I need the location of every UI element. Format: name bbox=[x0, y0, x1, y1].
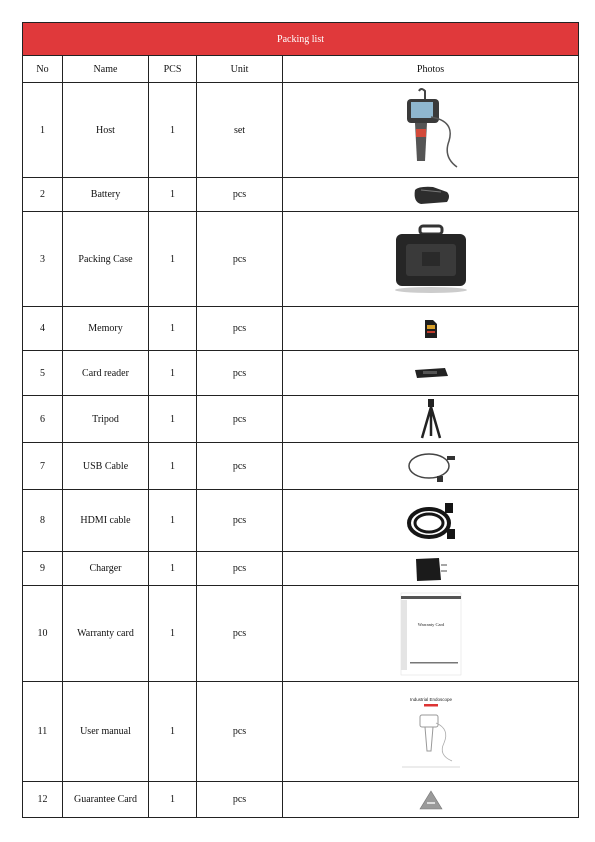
row-unit: pcs bbox=[197, 586, 283, 682]
row-unit: pcs bbox=[197, 490, 283, 552]
row-name: Tripod bbox=[63, 396, 149, 443]
row-unit: pcs bbox=[197, 396, 283, 443]
warranty-card-icon bbox=[400, 592, 462, 676]
row-no: 7 bbox=[23, 443, 63, 490]
table-row bbox=[23, 552, 579, 586]
row-pcs: 1 bbox=[149, 307, 197, 351]
battery-icon bbox=[411, 184, 451, 206]
table-row bbox=[23, 83, 579, 178]
row-pcs: 1 bbox=[149, 490, 197, 552]
row-name: HDMI cable bbox=[63, 490, 149, 552]
row-unit: pcs bbox=[197, 443, 283, 490]
row-photo bbox=[283, 307, 579, 351]
row-photo bbox=[283, 83, 579, 178]
row-unit: pcs bbox=[197, 178, 283, 212]
row-photo bbox=[283, 552, 579, 586]
header-name: Name bbox=[63, 56, 149, 83]
row-no: 9 bbox=[23, 552, 63, 586]
row-no: 12 bbox=[23, 782, 63, 818]
row-pcs: 1 bbox=[149, 782, 197, 818]
row-name: Guarantee Card bbox=[63, 782, 149, 818]
card-reader-icon bbox=[413, 366, 449, 380]
table-row bbox=[23, 212, 579, 307]
row-no: 5 bbox=[23, 351, 63, 396]
row-unit: pcs bbox=[197, 682, 283, 782]
row-photo bbox=[283, 212, 579, 307]
table-title: Packing list bbox=[23, 23, 579, 56]
row-name: Card reader bbox=[63, 351, 149, 396]
row-pcs: 1 bbox=[149, 682, 197, 782]
row-pcs: 1 bbox=[149, 351, 197, 396]
memory-card-icon bbox=[424, 319, 438, 339]
packing-list-table bbox=[22, 22, 579, 818]
table-row bbox=[23, 682, 579, 782]
row-name: USB Cable bbox=[63, 443, 149, 490]
row-photo bbox=[283, 490, 579, 552]
warranty-card-title: Warranty Card bbox=[417, 621, 444, 627]
header-photos: Photos bbox=[283, 56, 579, 83]
row-photo bbox=[283, 782, 579, 818]
row-no: 1 bbox=[23, 83, 63, 178]
row-no: 11 bbox=[23, 682, 63, 782]
row-no: 8 bbox=[23, 490, 63, 552]
row-photo bbox=[283, 351, 579, 396]
user-manual-title: Industrial Endoscope bbox=[409, 696, 452, 702]
table-row bbox=[23, 178, 579, 212]
table-row bbox=[23, 586, 579, 682]
endoscope-host-icon bbox=[401, 87, 461, 173]
row-no: 3 bbox=[23, 212, 63, 307]
row-pcs: 1 bbox=[149, 586, 197, 682]
row-name: Host bbox=[63, 83, 149, 178]
row-name: Warranty card bbox=[63, 586, 149, 682]
row-pcs: 1 bbox=[149, 83, 197, 178]
row-no: 10 bbox=[23, 586, 63, 682]
row-pcs: 1 bbox=[149, 212, 197, 307]
row-photo bbox=[283, 396, 579, 443]
row-unit: set bbox=[197, 83, 283, 178]
row-photo bbox=[283, 586, 579, 682]
row-unit: pcs bbox=[197, 782, 283, 818]
row-unit: pcs bbox=[197, 351, 283, 396]
hdmi-cable-icon bbox=[403, 499, 459, 543]
row-name: Packing Case bbox=[63, 212, 149, 307]
row-unit: pcs bbox=[197, 307, 283, 351]
tripod-icon bbox=[419, 398, 443, 440]
row-pcs: 1 bbox=[149, 178, 197, 212]
case-icon bbox=[392, 224, 470, 294]
row-name: Memory bbox=[63, 307, 149, 351]
charger-icon bbox=[413, 556, 449, 582]
row-pcs: 1 bbox=[149, 552, 197, 586]
table-row bbox=[23, 351, 579, 396]
row-unit: pcs bbox=[197, 552, 283, 586]
row-photo bbox=[283, 178, 579, 212]
table-row bbox=[23, 490, 579, 552]
row-unit: pcs bbox=[197, 212, 283, 307]
row-photo bbox=[283, 682, 579, 782]
header-no: No bbox=[23, 56, 63, 83]
table-row bbox=[23, 782, 579, 818]
header-unit: Unit bbox=[197, 56, 283, 83]
row-name: Battery bbox=[63, 178, 149, 212]
guarantee-card-icon bbox=[418, 789, 444, 811]
table-row bbox=[23, 443, 579, 490]
row-no: 4 bbox=[23, 307, 63, 351]
user-manual-icon bbox=[400, 695, 462, 769]
row-pcs: 1 bbox=[149, 443, 197, 490]
row-name: User manual bbox=[63, 682, 149, 782]
table-row bbox=[23, 307, 579, 351]
row-no: 6 bbox=[23, 396, 63, 443]
header-pcs: PCS bbox=[149, 56, 197, 83]
row-no: 2 bbox=[23, 178, 63, 212]
row-name: Charger bbox=[63, 552, 149, 586]
table-row bbox=[23, 396, 579, 443]
usb-cable-icon bbox=[405, 448, 457, 484]
row-pcs: 1 bbox=[149, 396, 197, 443]
row-photo bbox=[283, 443, 579, 490]
